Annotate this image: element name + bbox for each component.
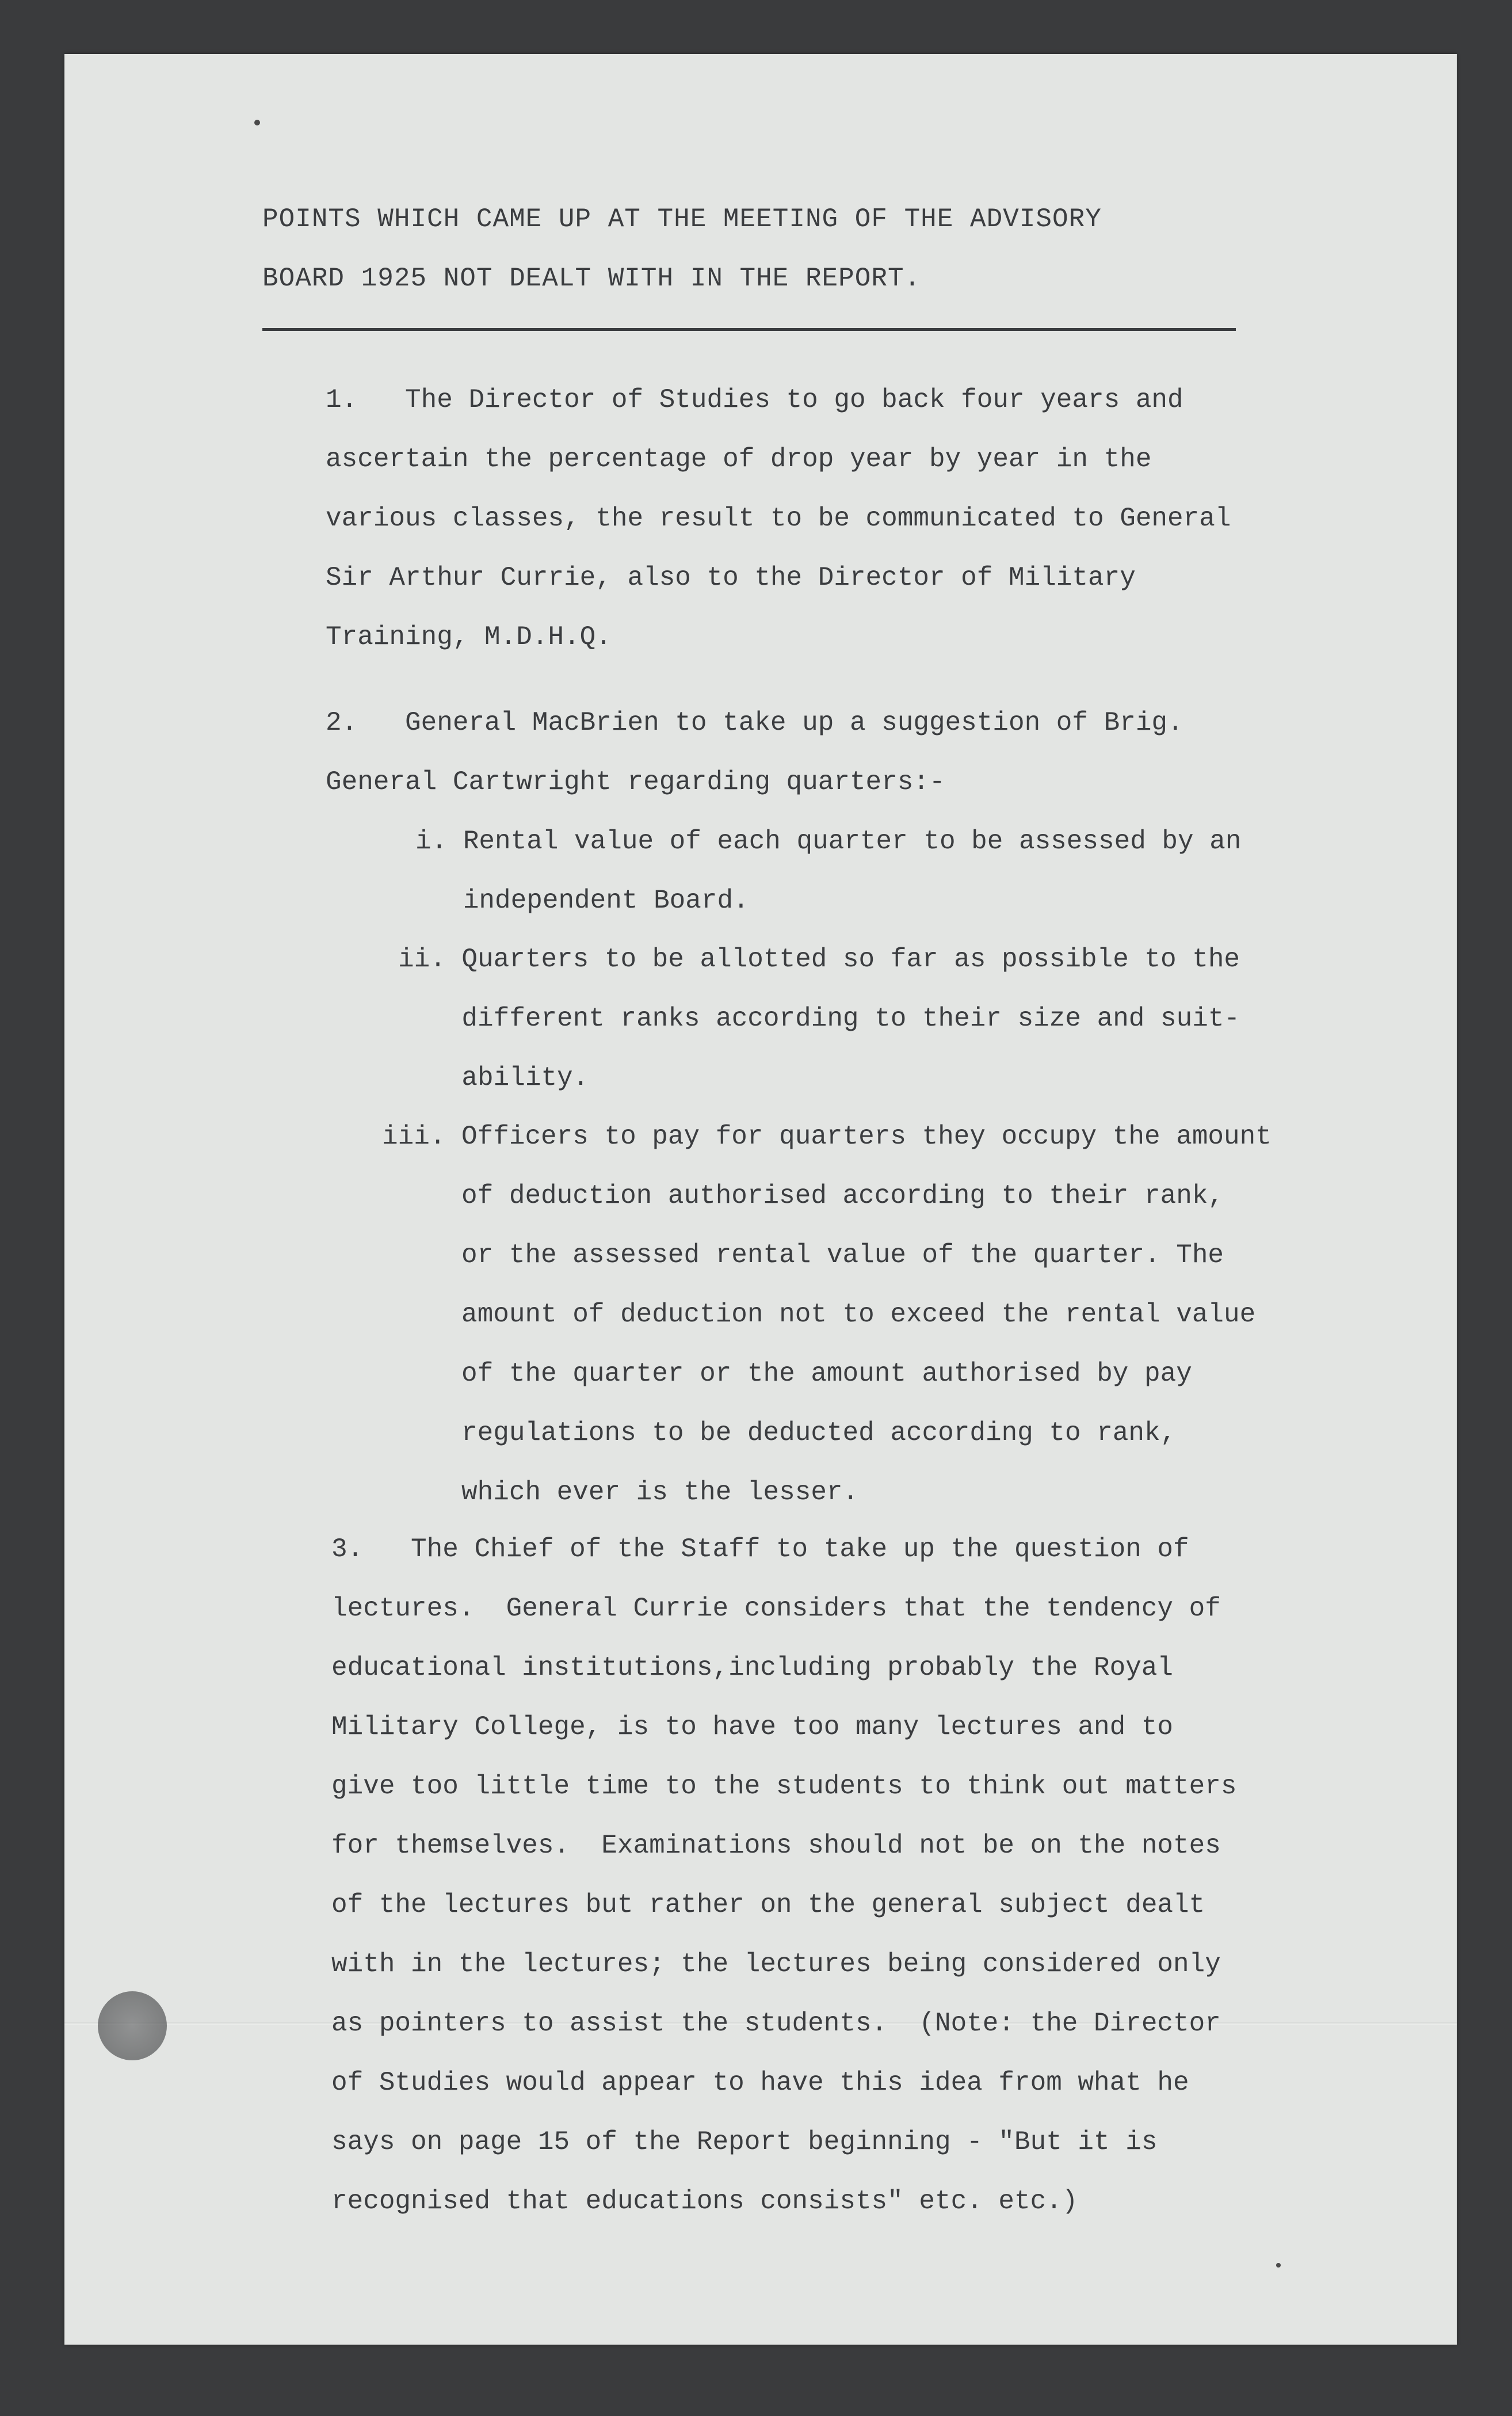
sub-item-iii-line: of deduction authorised according to their rank,: [382, 1181, 1224, 1211]
item-3-line: as pointers to assist the students. (Note: the Director: [331, 2009, 1221, 2038]
ink-speck: [254, 120, 260, 125]
heading-line-1: POINTS WHICH CAME UP AT THE MEETING OF THE ADVISORY: [262, 204, 1102, 234]
sub-item-ii-line: different ranks according to their size and suit-: [398, 1004, 1240, 1034]
sub-item-i: [415, 812, 1241, 931]
item-3-line: give too little time to the students to think out matters: [331, 1771, 1237, 1801]
item-1: [326, 371, 1231, 667]
sub-item-iii-line: amount of deduction not to exceed the rental value: [382, 1300, 1256, 1329]
item-1-line: Training, M.D.H.Q.: [326, 622, 612, 652]
heading-line-2: BOARD 1925 NOT DEALT WITH IN THE REPORT.: [262, 264, 921, 294]
item-1-line: ascertain the percentage of drop year by year in the: [326, 444, 1152, 474]
sub-item-i-line: independent Board.: [415, 886, 749, 916]
sub-item-ii-line: ii. Quarters to be allotted so far as possible to the: [398, 944, 1240, 974]
sub-item-iii-line: iii. Officers to pay for quarters they occupy the amount: [382, 1122, 1272, 1152]
sub-item-iii: [382, 1107, 1272, 1522]
document-heading: [262, 190, 1102, 308]
heading-underline: [262, 328, 1236, 331]
item-3-line: for themselves. Examinations should not be on the notes: [331, 1831, 1221, 1861]
item-3-line: of Studies would appear to have this idea from what he: [331, 2068, 1189, 2098]
item-3-line: with in the lectures; the lectures being considered only: [331, 1949, 1221, 1979]
item-1-line: various classes, the result to be communicated to General: [326, 504, 1231, 533]
sub-item-ii: [398, 930, 1240, 1108]
item-1-line: Sir Arthur Currie, also to the Director of Military: [326, 563, 1136, 593]
sub-item-iii-line: or the assessed rental value of the quarter. The: [382, 1240, 1224, 1270]
sub-item-iii-line: regulations to be deducted according to rank,: [382, 1418, 1177, 1448]
item-3-line: says on page 15 of the Report beginning - "But it is: [331, 2127, 1158, 2157]
item-3-line: Military College, is to have too many lectures and to: [331, 1712, 1174, 1742]
sub-item-iii-line: of the quarter or the amount authorised by pay: [382, 1359, 1192, 1389]
item-2-line: General Cartwright regarding quarters:-: [326, 767, 945, 797]
item-3-line: educational institutions,including probably the Royal: [331, 1653, 1174, 1683]
item-3-line: of the lectures but rather on the general subject dealt: [331, 1890, 1205, 1920]
page-edge-artifact: [98, 1991, 167, 2060]
sub-item-i-line: i. Rental value of each quarter to be assessed by an: [415, 826, 1242, 856]
item-3: [331, 1520, 1236, 2231]
item-2: [326, 693, 1183, 812]
item-3-line: recognised that educations consists" etc. etc.): [331, 2186, 1078, 2216]
sub-item-iii-line: which ever is the lesser.: [382, 1477, 859, 1507]
item-3-line: 3. The Chief of the Staff to take up the question of: [331, 1534, 1189, 1564]
item-1-line: 1. The Director of Studies to go back four years and: [326, 385, 1183, 415]
item-2-line: 2. General MacBrien to take up a suggestion of Brig.: [326, 708, 1183, 738]
item-3-line: lectures. General Currie considers that the tendency of: [331, 1594, 1221, 1624]
ink-speck: [1276, 2263, 1281, 2268]
sub-item-ii-line: ability.: [398, 1063, 589, 1093]
